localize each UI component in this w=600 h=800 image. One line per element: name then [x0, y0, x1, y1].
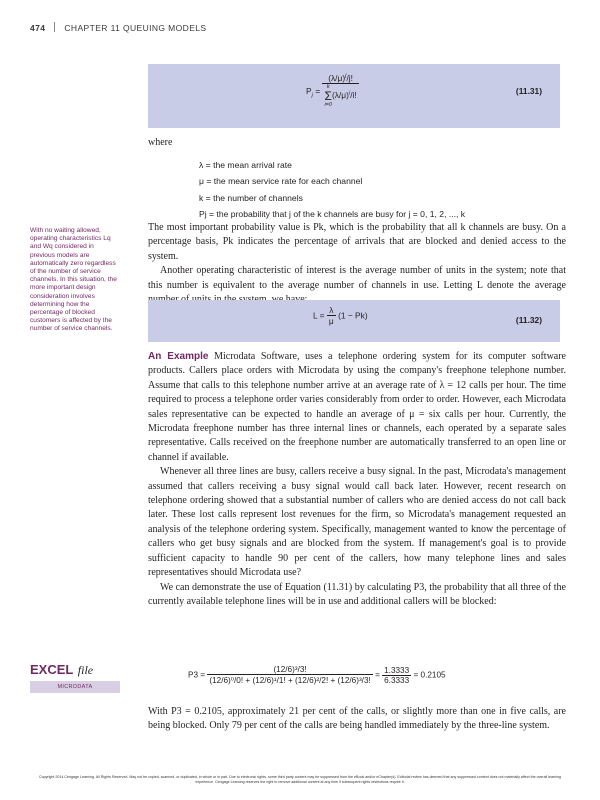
example-text: Microdata Software, uses a telephone ordering system for its computer software products. Callers place orders with Microdata by using the company's freephone telephone number. Assume that calls to this telephone number arrive at an average rate of λ = 12 calls per hour. The time required to process a telephone order varies considerably from order to order. However, each Microdata sales representative can be expected to handle an average of μ = six calls per hour. Currently, the Microdata freephone number has three internal lines or channels, each operated by a separate sales representative. Calls received on the freephone number are automatically transferred to an open line or channel if available. [148, 351, 566, 463]
eq3-mid-numerator: 1.3333 [384, 665, 410, 675]
equation-11-31-box [148, 64, 560, 128]
eq3-result: = 0.2105 [413, 670, 446, 680]
copyright-notice: Copyright 2014 Cengage Learning. All Rights Reserved. May not be copied, scanned, or duplicated, in whole or in part. Due to electronic rights, some third party content may be suppressed from the eBook and/or eChapter(s). Editorial review has deemed that any suppressed content does not materially affect the overall learning experience. Cengage Learning reserves the right to remove additional content at any time if subsequent rights restrictions require it. [39, 775, 561, 784]
paragraph-example [148, 350, 566, 465]
margin-note: With no waiting allowed, operating characteristics Lq and Wq considered in previous models are automatically zero regardless of the number of service channels. In this situation, the more important design consideration involves determining how the percentage of blocked customers is affected by the number of service channels. [30, 227, 117, 333]
equation-11-31: $P_j$ = $(\lambda/\mu)^j/j$! k Σ $i=0(\lambda/\mu)^i/i$! [306, 73, 357, 108]
eq1-lhs-sub: j [311, 92, 313, 99]
eq3-decimal-fraction [382, 666, 411, 685]
eq1-sum-bottom: i=0 [324, 102, 332, 108]
eq3-mid-denominator: 6.3333 [384, 675, 410, 685]
eq1-den-tail: /i! [350, 90, 357, 101]
eq1-num-sup: j [345, 73, 347, 80]
body-block-3 [148, 705, 566, 734]
eq2-denominator: μ [328, 316, 334, 326]
definition-mu: μ = the mean service rate for each channel [199, 176, 363, 187]
eq1-lhs: P [306, 85, 312, 96]
eq2-tail: (1 − Pk) [338, 310, 368, 321]
equation-number-11-32: (11.32) [515, 315, 542, 325]
eq2-lhs: L = [313, 310, 325, 321]
excel-file-word: file [77, 663, 94, 677]
eq3-denominator: (12/6)⁰/0! + (12/6)¹/1! + (12/6)²/2! + (12/6)³/3! [209, 676, 371, 685]
eq3-lhs: P3 = [188, 670, 206, 680]
chapter-title: CHAPTER 11 QUEUING MODELS [64, 23, 207, 33]
eq3-numerator: (12/6)³/3! [273, 665, 307, 674]
equation-number-11-31: (11.31) [515, 86, 542, 96]
definitions-list [199, 157, 465, 222]
paragraph-demonstrate: We can demonstrate the use of Equation (11.31) by calculating P3, the probability that all three of the currently available telephone lines will be in use and additional callers will be blocked: [148, 581, 566, 607]
excel-file-label [30, 661, 93, 679]
body-block-1 [148, 221, 566, 307]
equation-11-32 [313, 305, 368, 326]
eq1-numerator: (λ/μ) [328, 73, 346, 83]
eq1-sum-top: k [326, 84, 330, 90]
paragraph-average-units: Another operating characteristic of interest is the average number of units in the system; note that this number is equivalent to the average number of channels in use. Letting L denote the average [148, 265, 566, 291]
running-header [30, 22, 206, 33]
eq1-den-sup: i [348, 90, 351, 97]
eq1-num-tail: /j! [346, 73, 353, 83]
where-label: where [148, 137, 173, 148]
page-number: 474 [30, 23, 46, 33]
body-block-2 [148, 350, 566, 609]
excel-word: EXCEL [30, 662, 74, 677]
sigma-icon: Σ [324, 89, 332, 103]
header-divider [54, 22, 55, 32]
equation-p3: P3 = $\frac{\text{(12/6)³/3!}}{\text{(12/6)⁰/0! + (12/6)¹/1! + (12/6)²/2! + (12/6)³/3!}}$ = $\frac{1.3333}{6.3333}$ = 0.2105 [188, 665, 446, 685]
paragraph-result: With P3 = 0.2105, approximately 21 per cent of the calls, or slightly more than one in five calls, are being blocked. Only 79 per cent of the calls are being handled immediately by the three-line system. [148, 706, 566, 732]
definition-pj: Pj = the probability that j of the k channels are busy for j = 0, 1, 2, ..., k [199, 208, 466, 219]
microdata-file-badge[interactable]: MICRODATA [30, 681, 120, 693]
definition-k: k = the number of channels [199, 192, 303, 203]
eq2-fraction [327, 305, 336, 326]
equation-11-32-box [148, 300, 560, 342]
eq2-numerator: λ [329, 305, 334, 315]
example-lead: An Example [148, 351, 209, 362]
eq3-main-fraction [207, 665, 372, 685]
eq1-sum [324, 84, 332, 108]
eq1-denominator: (λ/μ) [331, 90, 349, 101]
definition-lambda: λ = the mean arrival rate [199, 160, 292, 170]
paragraph-pk: The most important probability value is Pk, which is the probability that all k channels are busy. On a percentage basis, Pk indicates the percentage of arrivals that are blocked and denied access to the system. [148, 222, 566, 262]
eq1-fraction [322, 73, 358, 108]
paragraph-busy-signal: Whenever all three lines are busy, callers receive a busy signal. In the past, Microdata's management assumed that callers receiving a busy signal would call back later. However, recent research on telephone ordering showed that a substantial number of callers who are denied access do not call back later. These lost calls represent lost revenues for the firm, so Microdata's management requested an analysis of the telephone ordering system. Specifically, management wanted to know the percentage of callers who get busy signals and are blocked from the system. If management's goal is to provide sufficient capacity to handle 90 per cent of the callers, how many telephone lines and sales representatives should Microdata use? [148, 466, 566, 579]
